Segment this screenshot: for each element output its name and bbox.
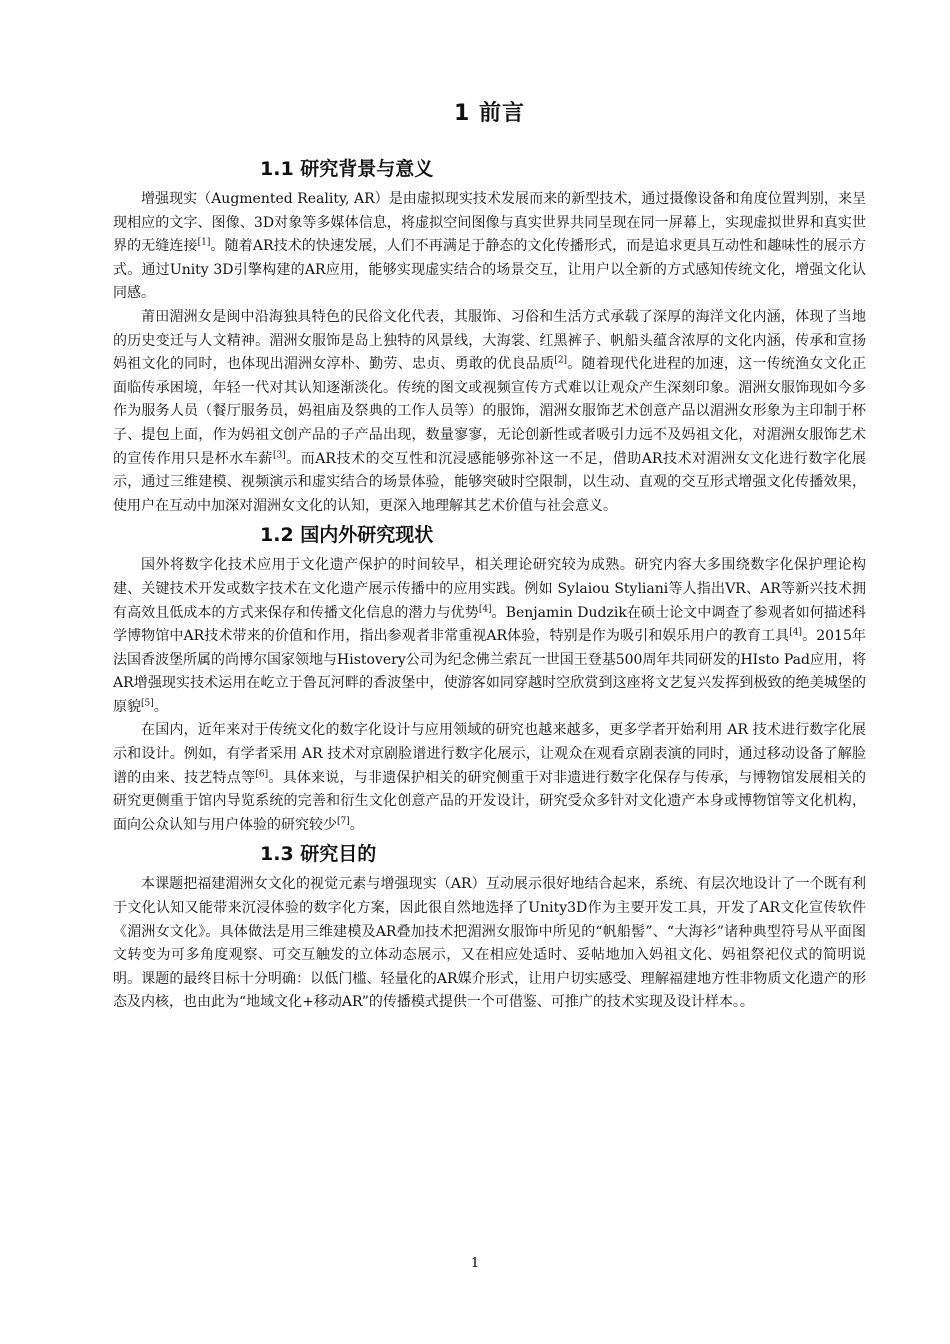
paragraph-text: 。 (349, 816, 364, 833)
paragraph-text: 。具体来说，与非遗保护相关的研究侧重于对非遗进行数字化保存与传承，与博物馆发展相关的研究更侧重于馆内导览系统的完善和衍生文化创意产品的开发设计，研究受众多针对文化遗产本身或博物馆等文化机构，面向公众认知与用户体验的研究较少 (113, 769, 867, 833)
paragraph-text: 莆田湄洲女是闽中沿海独具特色的民俗文化代表，其服饰、习俗和生活方式承载了深厚的海洋文化内涵，体现了当地的历史变迁与人文精神。湄洲女服饰是岛上独特的风景线，大海裳、红黑裤子、帆船头蕴含浓厚的文化内涵，传承和宣扬妈祖文化的同时，也体现出湄洲女淳朴、勤劳、忠贞、勇敢的优良品质 (113, 308, 866, 373)
citation-ref: [4] (478, 603, 492, 614)
paragraph-text: 。而AR技术的交互性和沉浸感能够弥补这一不足，借助AR技术对湄洲女文化进行数字化展示，通过三维建模、视频演示和虚实结合的场景体验，能够突破时空限制，以生动、直观的交互形式增强文化传播效果，使用户在互动中加深对湄洲女文化的认知，更深入地理解其艺术价值与社会意义。 (113, 450, 866, 514)
page-number: 1 (470, 1256, 480, 1271)
paragraph (113, 306, 866, 518)
citation-ref: [3] (272, 449, 286, 460)
section-title: 1.2 国内外研究现状 (260, 524, 434, 547)
paragraph-text: 。随着现代化进程的加速，这一传统渔女文化正面临传承困境，年轻一代对其认知逐渐淡化。传统的图文或视频宣传方式难以让观众产生深刻印象。湄洲女服饰现如今多作为服务人员（餐厅服务员，妈祖庙及祭典的工作人员等）的服饰，湄洲女服饰艺术创意产品以湄洲女形象为主印制于杯子、提包上面，作为妈祖文创产品的子产品出现，数量寥寥，无论创新性或者吸引力远不及妈祖文化，对湄洲女服饰艺术的宣传作用只是杯水车薪 (113, 356, 867, 467)
paragraph-text: 。2015年法国香波堡所属的尚博尔国家领地与Histovery公司为纪念佛兰索瓦一世国王登基500周年共同研发的HIsto Pad应用，将AR增强现实技术运用在屹立于鲁瓦河畔的香波堡中，使游客如同穿越时空欣赏到这座将文艺复兴发挥到极致的绝美城堡的原貌 (113, 628, 866, 715)
paragraph-text: 。Benjamin Dudzik在硕士论文中调查了参观者如何描述科学博物馆中AR技术带来的价值和作用，指出参观者非常重视AR体验，特别是作为吸引和娱乐用户的教育工具 (113, 604, 866, 645)
section-title: 1.1 研究背景与意义 (260, 158, 434, 180)
citation-ref: [7] (337, 816, 350, 827)
section-1-1 (113, 152, 866, 518)
section-1-3 (113, 837, 866, 1015)
paragraph (113, 719, 866, 837)
paragraph-text: 在国内，近年来对于传统文化的数字化设计与应用领域的研究也越来越多，更多学者开始利用 AR 技术进行数字化展示和设计。例如，有学者采用 AR 技术对京剧脸谱进行数字化展示，让观众在观看京剧表演的同时，通过移动设备了解脸谱的由来、技艺特点等 (113, 722, 866, 786)
citation-ref: [2] (554, 355, 568, 366)
paragraph (113, 554, 866, 719)
citation-ref: [4] (789, 627, 803, 638)
citation-ref: [1] (197, 237, 211, 248)
paragraph-text: 国外将数字化技术应用于文化遗产保护的时间较早，相关理论研究较为成熟。研究内容大多围绕数字化保护理论构建、关键技术开发或数字技术在文化遗产展示传播中的应用实践。例如 Sylaiou Styliani等人指出VR、AR等新兴技术拥有高效且低成本的方式来保存和传播文化信息的潜力与优势 (113, 557, 866, 621)
paragraph-text: 本课题把福建湄洲女文化的视觉元素与增强现实（AR）互动展示很好地结合起来，系统、有层次地设计了一个既有利于文化认知又能带来沉浸体验的数字化方案，因此很自然地选择了Unity3D作为主要开发工具，开发了AR文化宣传软件《湄洲女文化》。具体做法是用三维建模及AR叠加技术把湄洲女服饰中所见的“帆船髻”、“大海衫”诸种典型符号从平面图文转变为可多角度观察、可交互触发的立体动态展示，又在相应处适时、妥帖地加入妈祖文化、妈祖祭祀仪式的简明说明。课题的最终目标十分明确：以低门槛、轻量化的AR媒介形式，让用户切实感受、理解福建地方性非物质文化遗产的形态及内核，也由此为“地域文化+移动AR”的传播模式提供一个可借鉴、可推广的技术实现及设计样本。。 (113, 876, 866, 1011)
chapter-title: 1 前言 (454, 101, 525, 126)
paragraph-text: 。 (153, 698, 168, 715)
citation-ref: [6] (255, 769, 269, 779)
citation-ref: [5] (141, 698, 154, 709)
paragraph-text: 增强现实（Augmented Reality, AR）是由虚拟现实技术发展而来的新型技术，通过摄像设备和角度位置判别，来呈现相应的文字、图像、3D对象等多媒体信息，将虚拟空间图像与真实世界共同呈现在同一屏幕上，实现虚拟世界和真实世界的无缝连接 (113, 191, 866, 255)
paragraph (113, 873, 866, 1015)
paragraph (113, 188, 866, 306)
section-1-2 (113, 518, 866, 837)
paragraph-text: 。随着AR技术的快速发展，人们不再满足于静态的文化传播形式，而是追求更具互动性和趣味性的展示方式。通过Unity 3D引擎构建的AR应用，能够实现虚实结合的场景交互，让用户以全新的方式感知传统文化，增强文化认同感。 (113, 238, 867, 302)
section-title: 1.3 研究目的 (260, 843, 377, 866)
